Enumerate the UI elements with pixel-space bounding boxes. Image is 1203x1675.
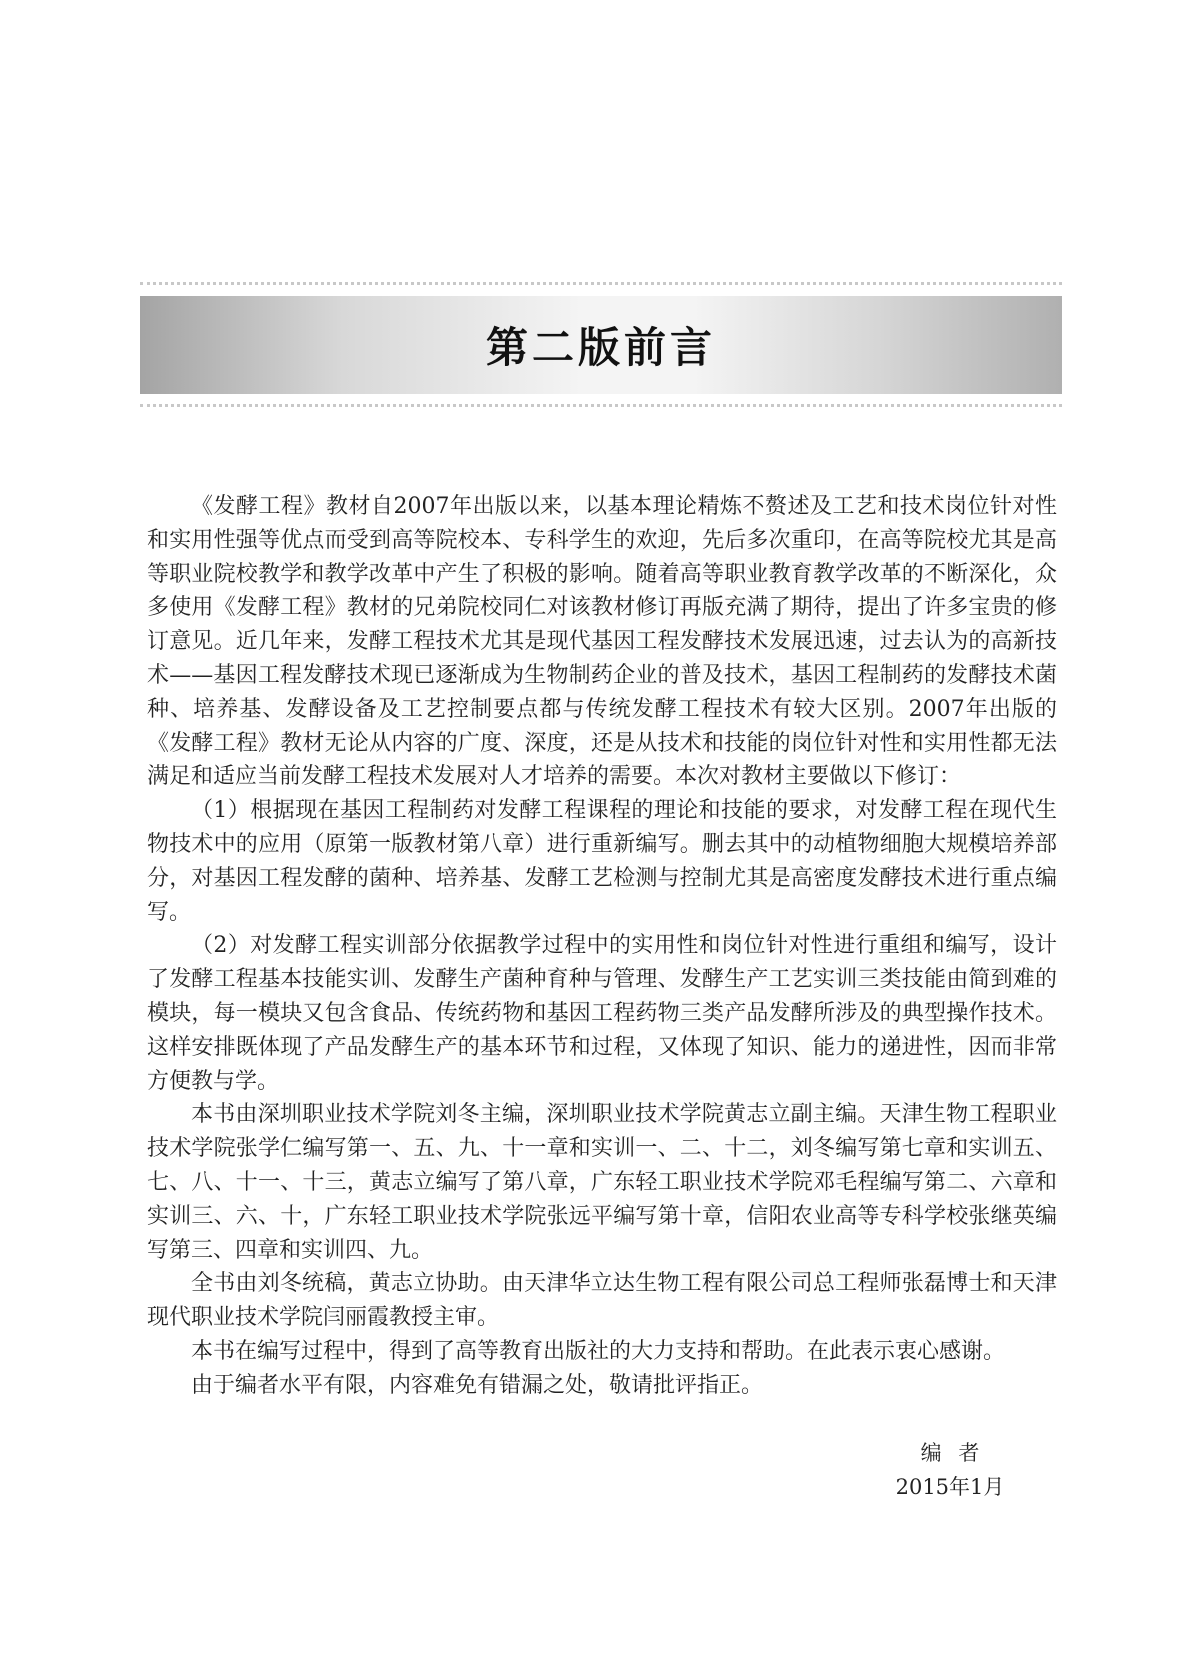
paragraph-intro: 《发酵工程》教材自2007年出版以来，以基本理论精炼不赘述及工艺和技术岗位针对性和实用性强等优点而受到高等院校本、专科学生的欢迎，先后多次重印，在高等院校尤其是高等职业院校教学和教学改革中产生了积极的影响。随着高等职业教育教学改革的不断深化，众多使用《发酵工程》教材的兄弟院校同仁对该教材修订再版充满了期待，提出了许多宝贵的修订意见。近几年来，发酵工程技术尤其是现代基因工程发酵技术发展迅速，过去认为的高新技术——基因工程发酵技术现已逐渐成为生物制药企业的普及技术，基因工程制药的发酵技术菌种、培养基、发酵设备及工艺控制要点都与传统发酵工程技术有较大区别。2007年出版的《发酵工程》教材无论从内容的广度、深度，还是从技术和技能的岗位针对性和实用性都无法满足和适应当前发酵工程技术发展对人才培养的需要。本次对教材主要做以下修订：: [147, 494, 1057, 790]
bottom-divider: [140, 404, 1062, 407]
preface-body: [147, 490, 1057, 1403]
paragraph-revision-2: （2）对发酵工程实训部分依据教学过程中的实用性和岗位针对性进行重组和编写，设计了发酵工程基本技能实训、发酵生产菌种育种与管理、发酵生产工艺实训三类技能由简到难的模块，每一模块又包含食品、传统药物和基因工程药物三类产品发酵所涉及的典型操作技术。这样安排既体现了产品发酵生产的基本环节和过程，又体现了知识、能力的递进性，因而非常方便教与学。: [147, 933, 1057, 1094]
signature-block: [880, 1436, 1020, 1504]
signature-author: 编者: [920, 1441, 997, 1465]
paragraph-apology: 由于编者水平有限，内容难免有错漏之处，敬请批评指正。: [191, 1372, 764, 1398]
title-banner: [140, 296, 1062, 394]
page-title: 第二版前言: [485, 323, 716, 372]
paragraph-revision-1: （1）根据现在基因工程制药对发酵工程课程的理论和技能的要求，对发酵工程在现代生物技术中的应用（原第一版教材第八章）进行重新编写。删去其中的动植物细胞大规模培养部分，对基因工程发酵的菌种、培养基、发酵工艺检测与控制尤其是高密度发酵技术进行重点编写。: [147, 798, 1057, 925]
top-divider: [140, 282, 1062, 285]
paragraph-review: 全书由刘冬统稿，黄志立协助。由天津华立达生物工程有限公司总工程师张磊博士和天津现代职业技术学院闫丽霞教授主审。: [147, 1271, 1057, 1331]
paragraph-authors: 本书由深圳职业技术学院刘冬主编，深圳职业技术学院黄志立副主编。天津生物工程职业技术学院张学仁编写第一、五、九、十一章和实训一、二、十二，刘冬编写第七章和实训五、七、八、十一、十三，黄志立编写了第八章，广东轻工职业技术学院邓毛程编写第二、六章和实训三、六、十，广东轻工职业技术学院张远平编写第十章，信阳农业高等专科学校张继英编写第三、四章和实训四、九。: [147, 1102, 1057, 1263]
paragraph-thanks: 本书在编写过程中，得到了高等教育出版社的大力支持和帮助。在此表示衷心感谢。: [191, 1338, 1006, 1364]
signature-date: 2015年1月: [895, 1475, 1005, 1499]
